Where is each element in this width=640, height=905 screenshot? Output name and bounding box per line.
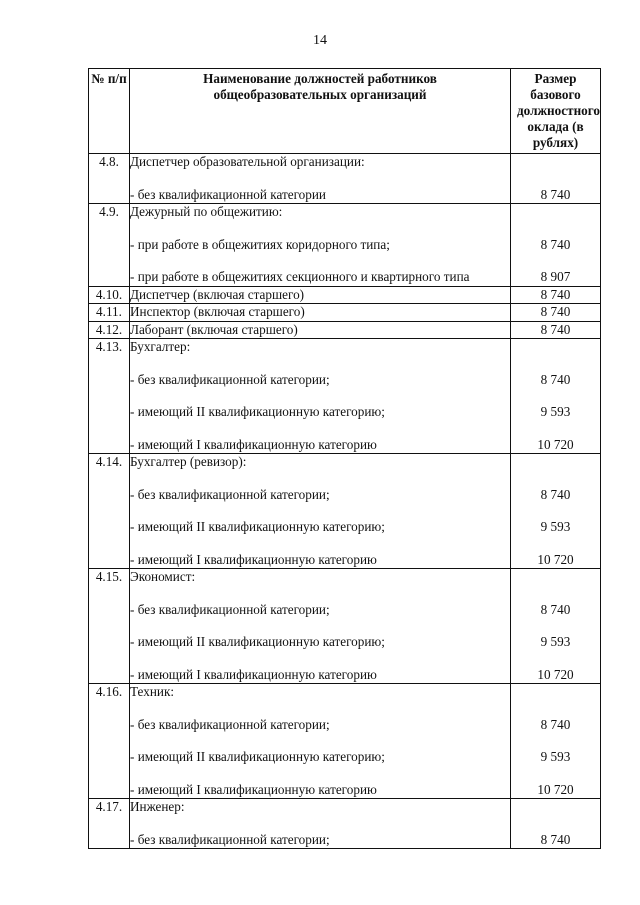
salary-cell <box>511 569 601 684</box>
line-gap <box>130 171 510 187</box>
category-label: - без квалификационной категории; <box>130 371 330 387</box>
line-gap <box>511 253 600 269</box>
salary-value: 8 740 <box>540 716 571 732</box>
position-cell <box>130 321 511 339</box>
table-row <box>89 799 601 849</box>
salary-cell <box>511 204 601 287</box>
line-gap <box>130 618 510 634</box>
category-label: - имеющий II квалификационную категорию; <box>130 749 385 764</box>
salary-value: 10 720 <box>537 781 574 797</box>
category-label: - имеющий I квалификационную категорию <box>130 436 377 452</box>
salary-cell <box>511 321 601 339</box>
category-label: - имеющий II квалификационную категорию; <box>130 404 385 419</box>
category-label: - при работе в общежитиях секционного и квартирного типа <box>130 269 470 284</box>
row-number: 4.14. <box>89 454 130 569</box>
salary-value: 8 740 <box>540 831 571 847</box>
salary-value: 8 740 <box>540 304 571 319</box>
category-label: - без квалификационной категории <box>130 186 326 202</box>
row-number: 4.13. <box>89 339 130 454</box>
line-gap <box>511 503 600 519</box>
table-row <box>89 304 601 322</box>
salary-spacer <box>511 684 600 701</box>
category-label: - при работе в общежитиях коридорного типа; <box>130 236 390 252</box>
line-gap <box>511 586 600 602</box>
row-number: 4.8. <box>89 154 130 204</box>
position-title: Диспетчер образовательной организации: <box>130 154 365 169</box>
salary-value: 10 720 <box>537 436 574 452</box>
line-gap <box>130 536 510 552</box>
line-gap <box>511 221 600 237</box>
salary-value: 8 740 <box>540 186 571 202</box>
row-number: 4.9. <box>89 204 130 287</box>
salary-value: 9 593 <box>540 634 571 649</box>
category-label: - имеющий II квалификационную категорию; <box>130 519 385 534</box>
table-row <box>89 569 601 684</box>
salary-spacer <box>511 339 600 356</box>
table-row <box>89 684 601 799</box>
salary-value: 8 740 <box>540 286 571 302</box>
salary-spacer <box>511 569 600 586</box>
line-gap <box>130 253 510 269</box>
line-gap <box>511 766 600 782</box>
line-gap <box>130 816 510 832</box>
salary-value: 8 740 <box>540 236 571 252</box>
salary-value: 9 593 <box>540 404 571 419</box>
category-label: - имеющий I квалификационную категорию <box>130 781 377 797</box>
line-gap <box>511 356 600 372</box>
salary-value: 8 740 <box>540 486 571 502</box>
line-gap <box>511 388 600 404</box>
line-gap <box>130 421 510 437</box>
salary-value: 10 720 <box>537 551 574 567</box>
salary-value: 8 740 <box>540 321 571 337</box>
salary-spacer <box>511 454 600 471</box>
salary-cell <box>511 154 601 204</box>
category-label: - без квалификационной категории; <box>130 601 330 617</box>
line-gap <box>130 388 510 404</box>
line-gap <box>130 503 510 519</box>
line-gap <box>511 651 600 667</box>
row-number: 4.16. <box>89 684 130 799</box>
table-row <box>89 321 601 339</box>
line-gap <box>130 651 510 667</box>
salary-spacer <box>511 799 600 816</box>
category-label: - имеющий I квалификационную категорию <box>130 551 377 567</box>
line-gap <box>511 421 600 437</box>
line-gap <box>130 701 510 717</box>
row-number: 4.17. <box>89 799 130 849</box>
position-title: Дежурный по общежитию: <box>130 204 283 219</box>
category-label: - имеющий II квалификационную категорию; <box>130 634 385 649</box>
position-cell <box>130 304 511 322</box>
row-number: 4.12. <box>89 321 130 339</box>
salary-cell <box>511 339 601 454</box>
line-gap <box>511 536 600 552</box>
salary-cell <box>511 454 601 569</box>
salary-spacer <box>511 154 600 171</box>
line-gap <box>511 733 600 749</box>
line-gap <box>130 586 510 602</box>
line-gap <box>130 356 510 372</box>
position-title: Техник: <box>130 684 175 699</box>
row-number: 4.10. <box>89 286 130 304</box>
salary-cell <box>511 304 601 322</box>
salary-value: 8 740 <box>540 601 571 617</box>
line-gap <box>130 471 510 487</box>
category-label: - без квалификационной категории; <box>130 486 330 502</box>
position-cell <box>130 799 511 849</box>
salary-table <box>88 68 601 849</box>
line-gap <box>511 171 600 187</box>
position-cell <box>130 154 511 204</box>
salary-value: 8 907 <box>540 269 571 284</box>
table-header-row <box>89 69 601 154</box>
salary-cell <box>511 799 601 849</box>
salary-spacer <box>511 204 600 221</box>
line-gap <box>130 221 510 237</box>
salary-cell <box>511 684 601 799</box>
line-gap <box>511 816 600 832</box>
header-salary: Размер базового должностного оклада (в рублях) <box>511 69 601 154</box>
position-title: Лаборант (включая старшего) <box>130 321 298 337</box>
position-title: Бухгалтер: <box>130 339 191 354</box>
position-title: Диспетчер (включая старшего) <box>130 286 305 302</box>
table-row <box>89 204 601 287</box>
table-row <box>89 286 601 304</box>
salary-value: 8 740 <box>540 371 571 387</box>
line-gap <box>130 733 510 749</box>
category-label: - имеющий I квалификационную категорию <box>130 666 377 682</box>
salary-value: 9 593 <box>540 749 571 764</box>
position-cell <box>130 454 511 569</box>
position-cell <box>130 569 511 684</box>
salary-value: 10 720 <box>537 666 574 682</box>
salary-value: 9 593 <box>540 519 571 534</box>
table-row <box>89 154 601 204</box>
line-gap <box>130 766 510 782</box>
table-row <box>89 454 601 569</box>
category-label: - без квалификационной категории; <box>130 716 330 732</box>
salary-cell <box>511 286 601 304</box>
category-label: - без квалификационной категории; <box>130 831 330 847</box>
line-gap <box>511 618 600 634</box>
line-gap <box>511 701 600 717</box>
position-title: Экономист: <box>130 569 196 584</box>
position-cell <box>130 684 511 799</box>
row-number: 4.15. <box>89 569 130 684</box>
line-gap <box>511 471 600 487</box>
header-name: Наименование должностей работников общеобразовательных организаций <box>130 69 511 154</box>
position-title: Инженер: <box>130 799 185 814</box>
position-cell <box>130 204 511 287</box>
table-row <box>89 339 601 454</box>
position-title: Бухгалтер (ревизор): <box>130 454 247 469</box>
position-cell <box>130 339 511 454</box>
row-number: 4.11. <box>89 304 130 322</box>
position-cell <box>130 286 511 304</box>
position-title: Инспектор (включая старшего) <box>130 304 305 319</box>
header-num: № п/п <box>89 69 130 154</box>
page-number: 14 <box>313 33 327 48</box>
